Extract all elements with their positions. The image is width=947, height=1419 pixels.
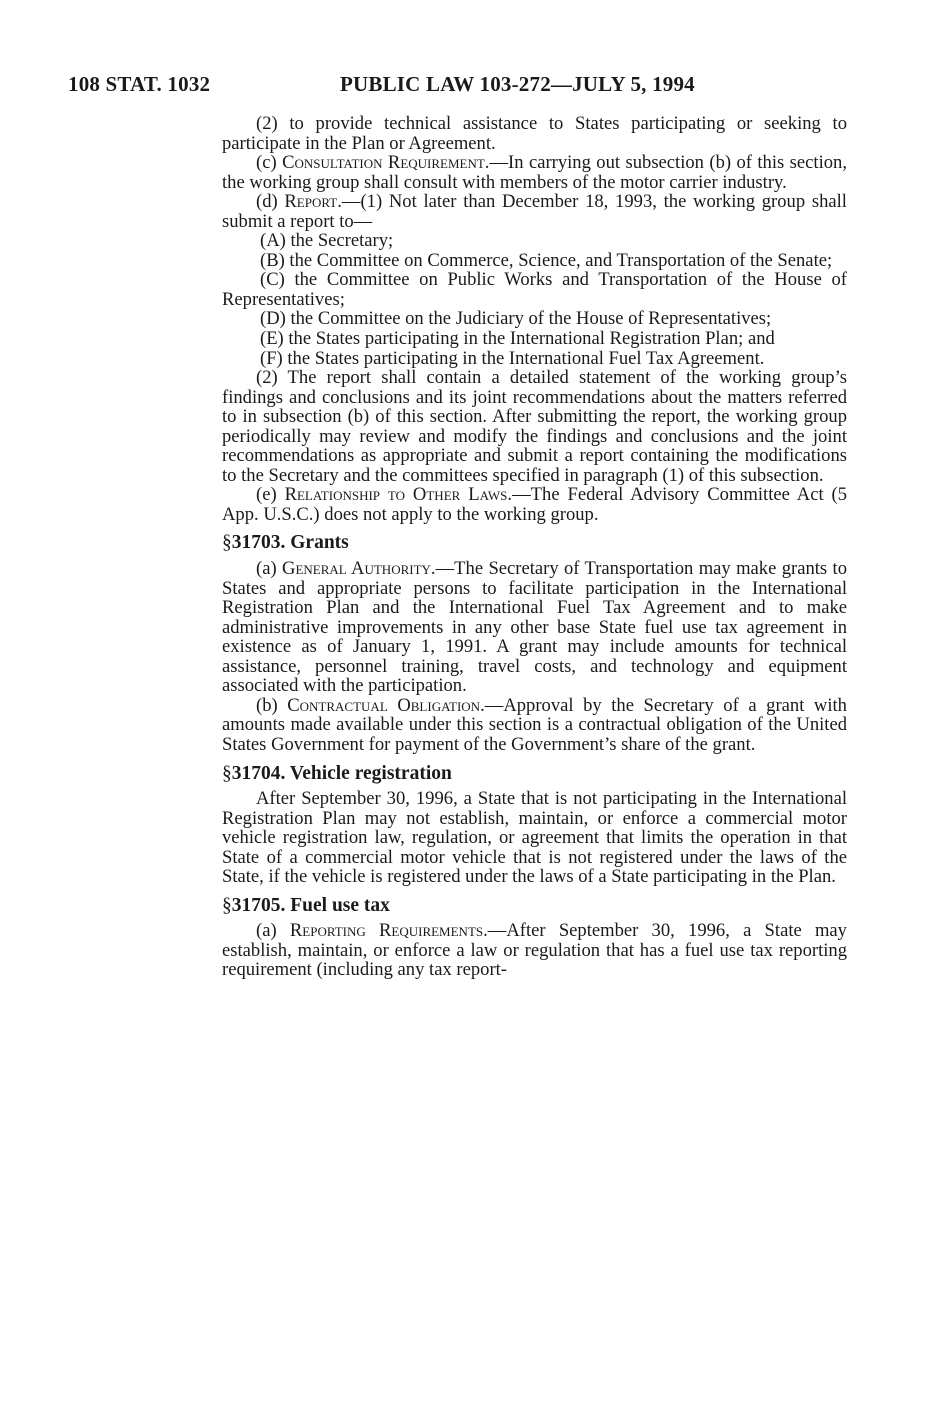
subsection-e-text: —The Federal Advisory Committee Act (5 App. U.S.C.) does not apply to the working group. <box>222 484 848 525</box>
paragraph-technical-assistance: (2) to provide technical assistance to States participating or seeking to participate in the Plan or Agreement. <box>222 113 847 154</box>
report-recipient-a: (A) the Secretary; <box>260 230 394 252</box>
section-symbol: § <box>222 532 232 554</box>
section-31704-heading <box>222 764 847 784</box>
subsection-e-label: (e) <box>256 484 285 506</box>
section-31705-a <box>222 921 847 980</box>
subsection-e <box>222 485 847 524</box>
section-31705-a-text: —After September 30, 1996, a State may establish, maintain, or enforce a law or regulation that has a fuel use tax reporting requirement (including any tax report- <box>222 920 847 981</box>
section-31705-a-label: (a) <box>256 920 290 942</box>
subsection-d-heading: Report. <box>284 191 342 213</box>
subsection-c-heading: Consultation Requirement. <box>282 152 490 174</box>
law-title: PUBLIC LAW 103-272—JULY 5, 1994 <box>340 72 695 96</box>
section-31704-text: After September 30, 1996, a State that is not participating in the International Registration Plan may not establish, maintain, or enforce a commercial motor vehicle registration law, regulation, or agreement that limits the operation in that State of a commercial motor vehicle that is not registered under the laws of the State, if the vehicle is registered under the laws of a State participating in the Plan. <box>222 788 847 888</box>
body-text <box>222 114 847 980</box>
section-31703-a <box>222 559 847 696</box>
section-31705-title: 31705. Fuel use tax <box>231 894 390 916</box>
section-31703-title: 31703. Grants <box>231 532 349 554</box>
report-recipient-e: (E) the States participating in the International Registration Plan; and <box>260 328 775 350</box>
section-31703-heading <box>222 533 847 553</box>
report-recipient-f: (F) the States participating in the International Fuel Tax Agreement. <box>260 347 765 369</box>
section-31703-a-label: (a) <box>256 558 283 580</box>
subsection-c <box>222 153 847 192</box>
subsection-d <box>222 192 847 231</box>
section-31703-a-text: —The Secretary of Transportation may make grants to States and appropriate persons to facilitate participation in the International Registration Plan and the International Fuel Tax Agreement and to make administrative improvements in any other base State fuel use tax agreement in existence as of January 1, 1991. A grant may include amounts for technical assistance, personnel training, travel costs, and technology and equipment associated with the participation. <box>222 558 847 697</box>
section-31703-b-label: (b) <box>256 694 288 716</box>
page-folio: 108 STAT. 1032 <box>68 72 211 96</box>
subsection-d-label: (d) <box>256 191 285 213</box>
section-31703-b-text: —Approval by the Secretary of a grant with amounts made available under this section is a contractual obligation of the United States Government for payment of the Government’s share of the grant. <box>222 694 847 755</box>
section-31703-b <box>222 696 847 755</box>
section-31704-title: 31704. Vehicle registration <box>231 762 452 784</box>
report-recipient-b: (B) the Committee on Commerce, Science, and Transportation of the Senate; <box>260 249 833 271</box>
report-recipient-d: (D) the Committee on the Judiciary of the House of Representatives; <box>260 308 772 330</box>
subsection-c-text: —In carrying out subsection (b) of this section, the working group shall consult with members of the motor carrier industry. <box>222 152 847 193</box>
subsection-c-label: (c) <box>256 152 283 174</box>
report-recipient-c: (C) the Committee on Public Works and Transportation of the House of Representatives; <box>222 269 847 310</box>
section-symbol: § <box>222 762 232 784</box>
subsection-e-heading: Relationship to Other Laws. <box>284 484 513 506</box>
section-31705-heading <box>222 896 847 916</box>
section-31705-a-heading: Reporting Requirements. <box>289 920 488 942</box>
running-head <box>68 72 768 102</box>
section-symbol: § <box>222 894 232 916</box>
subsection-d-paragraph-2: (2) The report shall contain a detailed statement of the working group’s findings and conclusions and its joint recommendations about the matters referred to in subsection (b) of this section. After submitting the report, the working group periodically may review and modify the findings and conclusions and the joint recommendations as appropriate and submit a report containing the modifications to the Secretary and the committees specified in paragraph (1) of this subsection. <box>222 367 847 486</box>
section-31703-a-heading: General Authority. <box>282 558 436 580</box>
section-31703-b-heading: Contractual Obligation. <box>287 694 485 716</box>
subsection-d-text: —(1) Not later than December 18, 1993, the working group shall submit a report to— <box>222 191 847 232</box>
